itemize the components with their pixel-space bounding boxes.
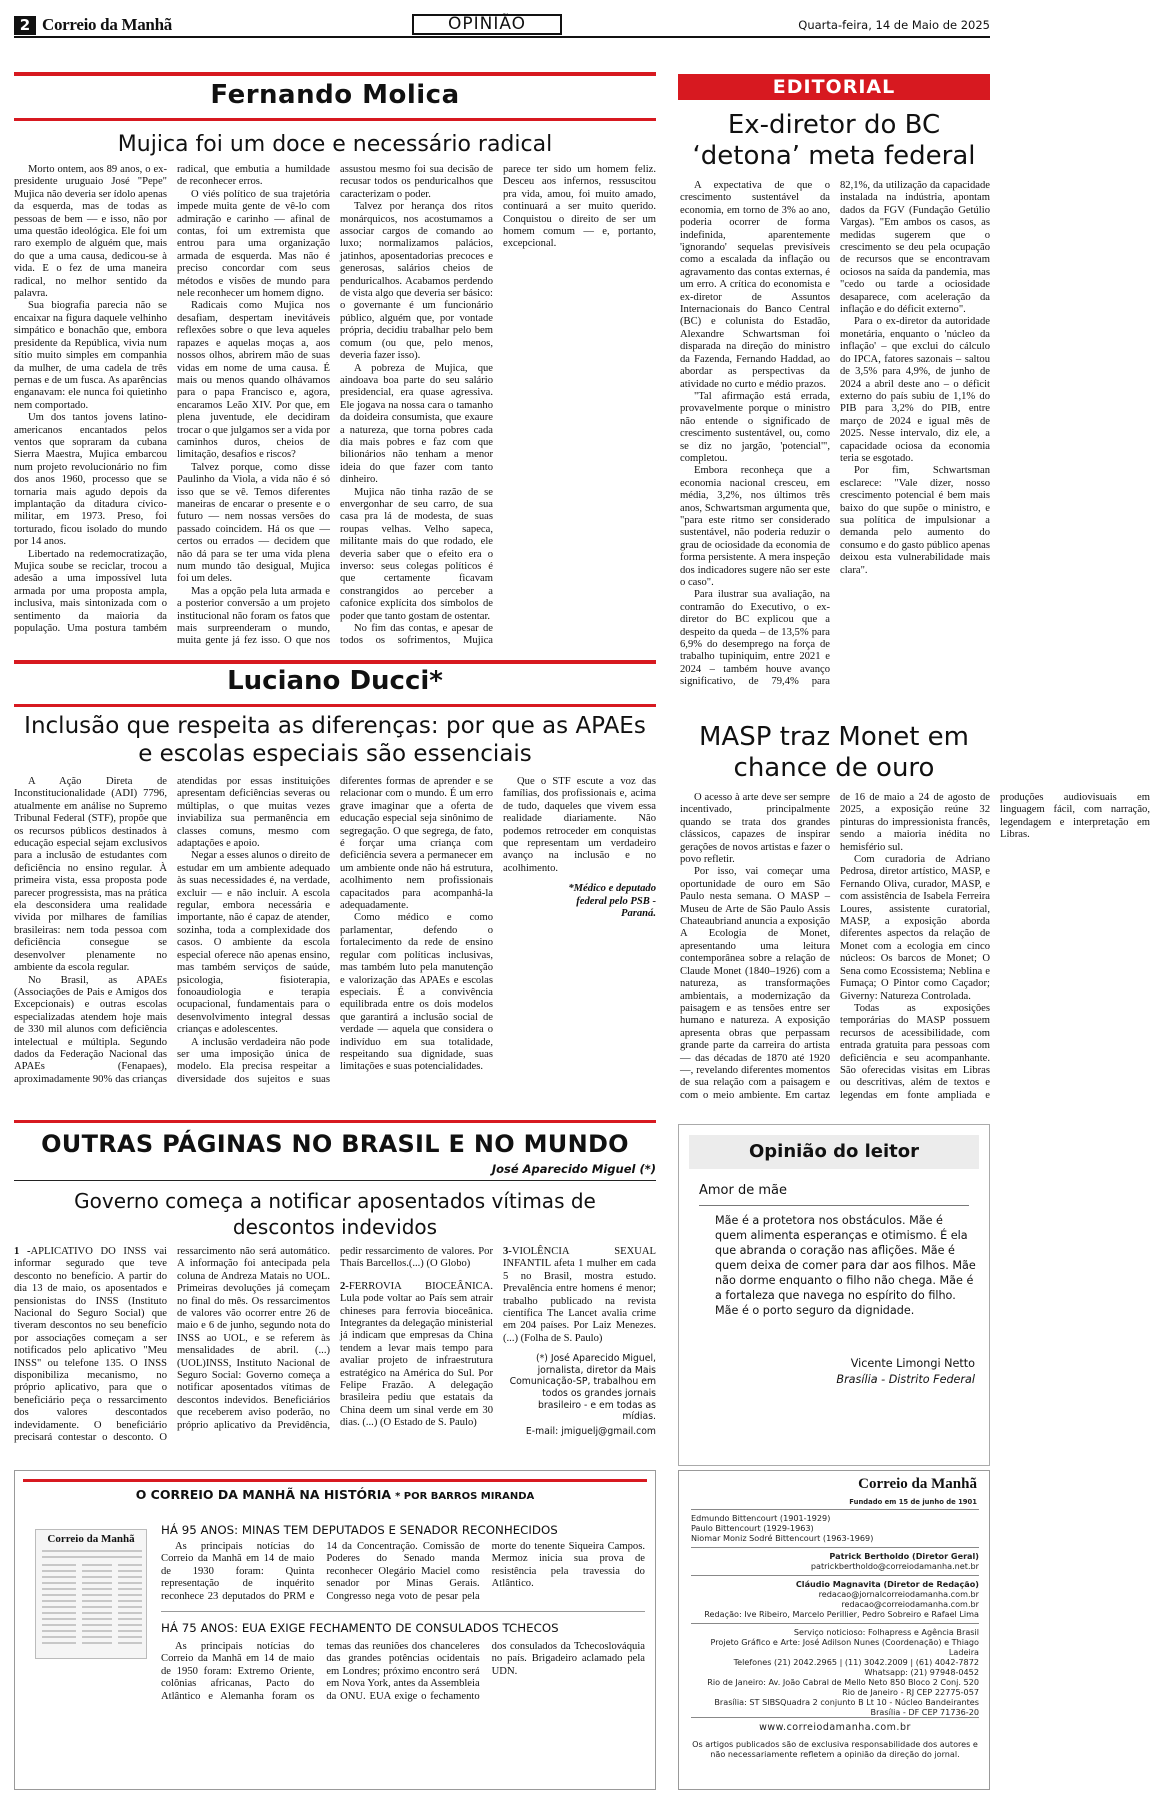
site-email: redacao@correiodamanha.com.br <box>841 1599 979 1609</box>
outras-item-2 <box>340 1281 493 1430</box>
ducci-footnote: *Médico e deputado federal pelo PSB - Paraná. <box>568 883 656 920</box>
historia-heading: O CORREIO DA MANHÃ NA HISTÓRIA <box>135 1487 392 1502</box>
historia-heading-bar <box>23 1479 647 1507</box>
telefones: Telefones (21) 2042.2965 | (11) 3042.2009 | (61) 4042-7872 <box>733 1657 979 1667</box>
ducci-body <box>14 776 656 1094</box>
paragraph: Como médico e como parlamentar, defendo o fortalecimento da rede de ensino regular com políticas inclusivas, mas também luto pela manutenção e valorização das APAEs e escolas especiais. É a convivência equilibrada entre os dois modelos que garantirá a inclusão social de verdade — aquela que considera o indivíduo em sua totalidade, respeitando sua dignidade, suas limitações e suas potencialidades. <box>340 912 493 1073</box>
thumbnail-masthead: Correio da Manhã <box>47 1533 135 1545</box>
paragraph: Embora reconheça que a economia nacional cresceu, em média, 3,2%, nos últimos três anos, Schwartsman argumenta que, "para este ritmo ser considerado sustentável, não poderia reduzir o grau de ociosidade da economia de forma persistente. A mera inspeção dos indicadores sugere não ser este o caso". <box>680 465 830 588</box>
paragraph: Sua biografia parecia não se encaixar na figura daquele velhinho simpático e bonachão que, embora presidente da República, vivia num sítio muito simples em companhia da mulher, de uma cadela de três pernas e de um fusca. As aparências enganavam: ele nunca foi quietinho nem comportado. <box>14 300 167 411</box>
historia-item-2-text <box>161 1641 645 1707</box>
thumbnail-page-lines <box>36 1545 148 1655</box>
leitor-subtitle: Amor de mãe <box>699 1183 787 1198</box>
paragraph: O viés político de sua trajetória impede muita gente de vê-lo com admiração e carinho — afinal de contas, foi um extremista que entrou para uma organização armada de esquerda. Mas não é preciso concordar com seus métodos e visões de mundo para nele reconhecer um homem digno. <box>177 188 330 300</box>
historia-item-1-text <box>161 1541 645 1607</box>
paragraph: Talvez por herança dos ritos monárquicos, nos acostumamos a associar cargos de comando ao luxo; normalizamos palácios, jatinhos, aposentadorias precoces e generosas, salários cheios de penduricalhos. Acabamos perdendo de vista algo que deveria ser básico: o governante é um funcionário público, alguém que, por vontade própria, decidiu trabalhar pelo bem comum (ou que, pelo menos, deveria fazer isso). <box>340 201 493 362</box>
expediente-founded: Fundado em 15 de junho de 1901 <box>849 1498 977 1506</box>
outras-top-rule <box>14 1120 656 1123</box>
editor-block <box>691 1579 979 1619</box>
historia-divider <box>161 1611 645 1612</box>
historia-thumbnail <box>35 1529 147 1659</box>
paragraph: Que o STF escute a voz das famílias, dos profissionais e, acima de tudo, daqueles que vivem essa realidade diariamente. Não podemos retroceder em conquistas que representam um verdadeiro avanço na inclusão e no acolhimento. <box>503 776 656 874</box>
outras-byline: José Aparecido Miguel (*) <box>491 1162 656 1176</box>
ducci-top-rule <box>14 660 656 664</box>
paragraph: Mas a opção pela luta armada e a posterior conversão a um projeto institucional não foram os fatos que mais surpreenderam o mundo, muita gente já fez isso. O que nos assustou mesmo foi sua decisão de recusar todos os penduricalhos que caracterizam o poder. <box>177 164 493 647</box>
founder: Niomar Moniz Sodré Bittencourt (1963-1969) <box>691 1533 874 1543</box>
paragraph: Por isso, vai começar uma oportunidade de ouro em São Paulo nesta semana. O MASP – Museu de Arte de São Paulo Assis Chateaubriand anuncia a exposição A Ecologia de Monet, apresentando uma leitura contemporânea sobre a relação de Claude Monet (1840–1926) com a natureza, as transformações ambientais, a modernização da paisagem e as tensões entre ser humano e natureza. A exposição apresenta obras que perpassam grande parte da carreira do artista — das décadas de 1870 até 1920 —, revelando diferentes momentos de sua relação com a paisagem e com o meio ambiente. Em cartaz de 16 de maio a 24 de agosto de 2025, a exposição reúne 32 pinturas do impressionista francês, sendo a maioria inédita no hemisfério sul. <box>680 792 990 1101</box>
leitor-place: Brasília - Distrito Federal <box>836 1373 975 1386</box>
molica-mid-rule <box>14 118 656 121</box>
paragraph: Talvez porque, como disse Paulinho da Viola, a vida não é só isso que se vê. Temos diferentes maneiras de encarar o presente e o futuro — nem nossas versões do passado coincidem. Há os que — certos ou errados — decidem que não dá para se ter uma vida plena num mundo tão desigual, Mujica foi um deles. <box>177 461 330 585</box>
editorial-title: Ex-diretor do BC ‘detona’ meta federal <box>692 110 976 171</box>
ducci-author: Luciano Ducci* <box>227 666 443 696</box>
expediente-box <box>678 1470 990 1790</box>
paragraph: As principais notícias do Correio da Manhã em 14 de maio de 1950 foram: Extremo Oriente, colônias africanas, Pacto do Atlântico e Alemanha foram os temas das reuniões dos chanceleres das grandes potências ocidentais em Londres; próximo encontro será em Nova York, antes da Assembleia da ONU. EUA exige o fechamento dos consulados da Tchecoslováquia no país. Brigadeiro aclamado pela UDN. <box>161 1641 645 1702</box>
rio-cep: Rio de Janeiro - RJ CEP 22775-057 <box>842 1687 979 1697</box>
leitor-text: Mãe é a protetora nos obstáculos. Mãe é quem alimenta esperanças e otimismo. É ela que abranda o coração nas aflições. Mãe é quem deixa de comer para dar aos filhos. Mãe não dorme enquanto o filho não chega. Mãe é a fortaleza que navega no espírito do filho. Mãe é o porto seguro da dignidade. <box>715 1214 976 1317</box>
paragraph: Todas as exposições temporárias do MASP possuem recursos de acessibilidade, com entrada gratuita para pessoas com deficiência e seu acompanhante. São oferecidas visitas em Libras ou descritivas, além de textos e legendas em fonte ampliada e produções audiovisuais em linguagem fácil, com narração, legendagem e interpretação em Libras. <box>840 792 1150 1101</box>
director: Patrick Bertholdo (Diretor Geral) <box>829 1551 979 1561</box>
paragraph: "Tal afirmação está errada, provavelmente porque o ministro não entende o significado de crescimento sustentável, ou, como se diz no jargão, 'potencial'", completou. <box>680 390 830 464</box>
paragraph: Radicais como Mujica nos desafiam, despertam inevitáveis reflexões sobre o que leva aqueles rapazes e aquelas moças a, aos nossos olhos, abrirem mão de suas vidas em nome de uma causa. É mais ou menos quando olhávamos para o papa Francisco e, agora, encaramos Leão XIV. Por que, em plena juventude, ele decidiram trocar o que julgamos ser a vida por caminhos duros, cheios de limitação, desafios e riscos? <box>177 300 330 461</box>
molica-title: Mujica foi um doce e necessário radical <box>117 132 553 157</box>
item-number: 2- <box>340 1280 349 1292</box>
paragraph: As principais notícias do Correio da Manhã em 14 de maio de 1930 foram: Quinta representação de inquérito reconhece 23 deputados do PRM e 14 da Concentração. Comissão de Poderes do Senado manda reconhecer Olegário Maciel como senador por Minas Gerais. Congresso nega voto de pesar pela morte do tenente Siqueira Campos. Mermoz inicia sua prova de resistência pela travessia do Atlântico. <box>161 1541 645 1602</box>
molica-top-rule <box>14 72 656 76</box>
whatsapp: Whatsapp: (21) 97948-0452 <box>864 1667 979 1677</box>
founder: Paulo Bittencourt (1929-1963) <box>691 1523 814 1533</box>
expediente-masthead: Correio da Manhã <box>858 1476 977 1492</box>
page-header <box>14 16 990 38</box>
section-label: OPINIÃO <box>412 14 562 35</box>
paragraph: No fim das contas, e apesar de todos os sofrimentos, Mujica parece ter sido um homem feliz. Desceu aos infernos, ressuscitou pra vida, amou, foi muito amado, continuará a ser muito querido. Conquistou o direito de ser um homem comum — e, portanto, excepcional. <box>340 164 656 647</box>
brasilia-address: Brasília: ST SIBSQuadra 2 conjunto B Lt 10 - Núcleo Bandeirantes <box>714 1697 979 1707</box>
paragraph: Um dos tantos jovens latino-americanos encantados pelos ventos que sopraram da cubana Sierra Maestra, Mujica embarcou num projeto revolucionário no fim dos anos 1960, processo que se tornaria mais agudo depois da implantação da ditadura cívico-militar, em 1973. Preso, foi torturado, ficou isolado do mundo por 14 anos. <box>14 412 167 548</box>
item-number: 3- <box>503 1246 512 1257</box>
director-email: patrickbertholdo@correiodamanha.net.br <box>810 1561 979 1571</box>
projeto: Projeto Gráfico e Arte: José Adilson Nunes (Coordenação) e Thiago Ladeira <box>710 1637 979 1657</box>
editor: Cláudio Magnavita (Diretor de Redação) <box>795 1579 979 1589</box>
molica-author: Fernando Molica <box>210 80 460 110</box>
paragraph: Libertado na redemocratização, Mujica soube se reciclar, trocou a adesão a uma impossível luta armada por uma proposta ampla, inclusiva, mais sintonizada com o sentimento da maioria da população. Uma postura também radical, que embutia a humildade de reconhecer erros. <box>14 164 330 635</box>
page-number: 2 <box>14 16 36 35</box>
leitor-name: Vicente Limongi Netto <box>850 1357 975 1370</box>
founders-list <box>691 1513 873 1543</box>
servicos: Serviço noticioso: Folhapress e Agência Brasil <box>793 1627 979 1637</box>
expediente-rule-5 <box>691 1717 979 1718</box>
founder: Edmundo Bittencourt (1901-1929) <box>691 1513 831 1523</box>
leitor-heading-bar <box>689 1135 979 1169</box>
masthead-logo: Correio da Manhã <box>42 15 172 34</box>
paragraph: A pobreza de Mujica, que aindoava boa parte do seu salário presidencial, era quase agressiva. Ele jogava na nossa cara o tamanho da doideira consumista, que exaure a natureza, que torna pobres cada dia mais pobres e faz com que bilionários não tenham a menor ideia do que fazer com tanto dinheiro. <box>340 362 493 486</box>
paragraph: O acesso à arte deve ser sempre incentivado, principalmente quando se trata dos grandes clássicos, capazes de inspirar gerações de novos artistas e fazer o povo refletir. <box>680 792 830 866</box>
historia-item-2-title: HÁ 75 ANOS: EUA EXIGE FECHAMENTO DE CONSULADOS TCHECOS <box>161 1621 559 1635</box>
ducci-title: Inclusão que respeita as diferenças: por que as APAEs e escolas especiais são essenciais <box>24 713 646 767</box>
masp-body <box>680 792 1150 1104</box>
paragraph: Negar a esses alunos o direito de estudar em um ambiente adequado às suas necessidades é, na verdade, excluir — e não incluir. A escola regular, embora necessária e importante, não é capaz de atender, sozinha, toda a complexidade dos casos. O ambiente da escola especial oferece não apenas ensino, mas também serviços de saúde, psicologia, fisioterapia, fonoaudiologia e terapia ocupacional, fundamentais para o desenvolvimento integral dessas crianças e adolescentes. <box>177 850 330 1036</box>
paragraph: Para o ex-diretor da autoridade monetária, enquanto o 'núcleo da inflação' – que exclui do cálculo do IPCA, fatores sazonais – saltou de 3,5% para 4,9%, de junho de 2024 a abril deste ano – o déficit externo do país subiu de 1,1% do PIB para 3,2% do PIB, entre março de 2024 e igual mês de 2025. Nesse intervalo, diz ele, a capacidade ociosa da economia teria se esgotado. <box>840 316 990 464</box>
redacao: Redação: Ive Ribeiro, Marcelo Perillier, Pedro Sobreiro e Rafael Lima <box>704 1609 979 1619</box>
site-link[interactable]: www.correiodamanha.com.br <box>759 1722 911 1733</box>
rio-address: Rio de Janeiro: Av. João Cabral de Mello Neto 850 Bloco 2 Conj. 520 <box>707 1677 979 1687</box>
leitor-box <box>678 1124 990 1466</box>
editorial-body <box>680 180 990 696</box>
outras-body <box>14 1246 656 1456</box>
bio-text: (*) José Aparecido Miguel, jornalista, diretor da Mais Comunicação-SP, trabalhou em todos os grandes jornais brasileiro - e em todas as mídias. <box>509 1353 656 1423</box>
editor-email: redacao@jornalcorreiodamanha.com.br <box>818 1589 979 1599</box>
editorial-label <box>678 74 990 100</box>
paragraph: Morto ontem, aos 89 anos, o ex-presidente uruguaio José "Pepe" Mujica não deveria ser ídolo apenas da esquerda, mas de todas as pessoas de bem — e isso, não por uma questão ideológica. Ele foi um raro exemplo de alguém que, mais do que a uma causa, dedicou-se à vida. E o fez de uma maneira radical, no melhor sentido da palavra. <box>14 164 167 300</box>
paragraph: A inclusão verdadeira não pode ser uma imposição única de modelo. Ela precisa respeitar a diversidade dos sujeitos e suas diferentes formas de aprender e se relacionar com o mundo. É um erro grave imaginar que a oferta de educação especial seja sinônimo de segregação. O que segrega, de fato, é forçar uma criança com deficiência severa a permanecer em um ambiente onde não há estrutura, acolhimento nem profissionais capacitados para acompanhá-la adequadamente. <box>177 776 493 1085</box>
paragraph: Mujica não tinha razão de se envergonhar de seu carro, de sua casa pra lá de modesta, de suas roupas velhas. Velho sapeca, militante mais do que rodado, ele deveria saber que o efeito era o inverso: seus colegas políticos é que certamente ficavam constrangidos ao perceber a cafonice explícita dos símbolos de poder que tanto gostam de ostentar. <box>340 486 493 622</box>
molica-body <box>14 164 656 648</box>
disclaimer: Os artigos publicados são de exclusiva responsabilidade dos autores e não necessariamente refletem a opinião da direção do jornal. <box>692 1739 978 1759</box>
paragraph: A Ação Direta de Inconstitucionalidade (ADI) 7796, atualmente em análise no Supremo Tribunal Federal (STF), propõe que os recursos públicos destinados à educação especial sejam exclusivos para a inclusão de estudantes com deficiência no ensino regular. À primeira vista, essa proposta pode parecer progressista, mas na prática ela desconsidera uma realidade vivida por milhares de famílias brasileiras: nem toda pessoa com deficiência consegue se desenvolver plenamente no ambiente da escola regular. <box>14 776 167 974</box>
expediente-rule-3 <box>691 1575 979 1576</box>
masp-title: MASP traz Monet em chance de ouro <box>699 722 969 783</box>
expediente-rule-1 <box>691 1509 979 1510</box>
paragraph: Com curadoria de Adriano Pedrosa, diretor artístico, MASP, e Fernando Oliva, curador, MASP, e com assistência de Isabela Ferreira Loures, assistente curatorial, MASP, a exposição aborda diferentes aspectos da relação de Monet com a ecologia em cinco núcleos: Os barcos de Monet; O Sena como Ecossistema; Neblina e Fumaça; O Pintor como Caçador; Giverny: Natureza Controlada. <box>840 854 990 1002</box>
item-text: FERROVIA BIOCEÂNICA. Lula pode voltar ao País sem atrair chineses para ferrovia bioceânica. Integrantes da delegação ministerial já indicam que empresas da China tendem a levar mais tempo para avaliar projeto de infraestrutura estratégico na América do Sul. Por Felipe Frazão. A delegação brasileira pediu que estatais da China deem um sinal verde em 30 dias. (...) (O Estado de S. Paulo) <box>340 1280 493 1429</box>
outras-title: Governo começa a notificar aposentados vítimas de descontos indevidos <box>74 1189 596 1239</box>
leitor-rule <box>699 1205 969 1206</box>
paragraph: No Brasil, as APAEs (Associações de Pais e Amigos dos Excepcionais) e outras escolas especializadas atendem hoje mais de 330 mil alunos com deficiência intelectual e múltipla. Segundo dados da Federação Nacional das APAEs (Fenapaes), aproximadamente 90% das crianças atendidas por essas instituições apresentam deficiências severas ou múltiplas, o que muitas vezes inviabiliza sua permanência em classes comuns, mesmo com adaptações e apoio. <box>14 776 330 1085</box>
brasilia-cep: Brasília - DF CEP 71736-20 <box>870 1707 979 1717</box>
item-text: APLICATIVO DO INSS vai informar segurado que teve desconto no benefício. A partir do dia 13 de maio, os aposentados e pensionistas do INSS (Instituto Nacional do Seguro Social) que tiveram descontos no seu benefício por associações começam a ser notificados pelo aplicativo "Meu INSS" ou telefone 135. O INSS disponibiliza mecanismo, no próprio aplicativo, para que o beneficiário peça o ressarcimento dos valores descontados indevidamente. O beneficiário precisará contestar o desconto. O ressarcimento não será automático. A informação foi antecipada pela coluna de Andreza Matais no UOL. Primeiras devoluções já começam no final do mês. Os ressarcimentos de valores vão ocorrer entre 26 de maio e 6 de junho, segundo nota do INSS ao UOL, e se referem às mensalidades de abril. (...) (UOL)INSS, Instituto Nacional de Seguro Social: Governo começa a notificar aposentados vítimas de descontos indevidos. Beneficiários que receberem aviso poderão, no próprio aplicativo da Previdência, pedir ressarcimento de valores. Por Thaís Barcellos.(...) (O Globo) <box>14 1246 493 1444</box>
ducci-mid-rule <box>14 704 656 707</box>
outras-rule <box>14 1180 656 1181</box>
outras-item-3 <box>503 1246 656 1345</box>
paragraph: A expectativa de que o crescimento sustentável da economia, em torno de 3% ao ano, poderia ocorrer de forma indefinida, aparentemente 'ignorando' sequelas previsíveis como a escalada da inflação ou agravamento das contas externas, é um erro. A crítica do economista e ex-diretor de Assuntos Internacionais do Banco Central (BC) e colunista do Estadão, Alexandre Schwartsman foi disparada na direção do ministro da Fazenda, Fernando Haddad, ao abordar as perspectivas da atividade no curto e médio prazos. <box>680 180 830 390</box>
item-number: 1 - <box>14 1246 31 1257</box>
expediente-rule-2 <box>691 1547 979 1548</box>
expediente-rule-4 <box>691 1623 979 1624</box>
paragraph: Por fim, Schwartsman esclarece: "Vale dizer, nosso crescimento potencial é bem mais baixo do que supõe o ministro, e sua política de impulsionar a demanda pelo aumento do consumo e do gasto público apenas deixou esta vulnerabilidade mais clara". <box>840 465 990 576</box>
bio-email: E-mail: jmiguelj@gmail.com <box>525 1425 656 1437</box>
editorial-label-text: EDITORIAL <box>772 76 896 98</box>
historia-credit: * POR BARROS MIRANDA <box>395 1491 535 1502</box>
header-date: Quarta-feira, 14 de Maio de 2025 <box>798 18 990 32</box>
outras-heading: OUTRAS PÁGINAS NO BRASIL E NO MUNDO <box>41 1130 629 1158</box>
historia-box <box>14 1470 656 1790</box>
contact-block <box>691 1627 979 1717</box>
paragraph: Para ilustrar sua avaliação, na contramão do Executivo, o ex-diretor do BC explicou que a despeito da queda – de 13,5% para 6,9% do desemprego na força de trabalho tupiniquim, entre 2021 e 2024 – também houve avanço significativo, de 79,4% para 82,1%, da utilização da capacidade instalada na indústria, apontam dados da FGV (Fundação Getúlio Vargas). "Em ambos os casos, as medidas sugerem que o crescimento se deu pela ocupação de recursos que se encontravam ociosos na saída da pandemia, mas "cedo ou tarde a ociosidade desaparece, com aceleração da inflação e do déficit externo". <box>680 180 990 688</box>
director-block <box>691 1551 979 1571</box>
leitor-heading: Opinião do leitor <box>748 1141 920 1162</box>
item-text: VIOLÊNCIA SEXUAL INFANTIL afeta 1 mulher em cada 5 no Brasil, mostra estudo. Prevalência entre homens é menor; trabalho publicado na revista científica The Lancet avalia crime em 204 países. Por Laiz Menezes. (...) (Folha de S. Paulo) <box>503 1246 656 1344</box>
historia-item-1-title: HÁ 95 ANOS: MINAS TEM DEPUTADOS E SENADOR RECONHECIDOS <box>161 1523 558 1537</box>
author-bio <box>503 1353 656 1437</box>
